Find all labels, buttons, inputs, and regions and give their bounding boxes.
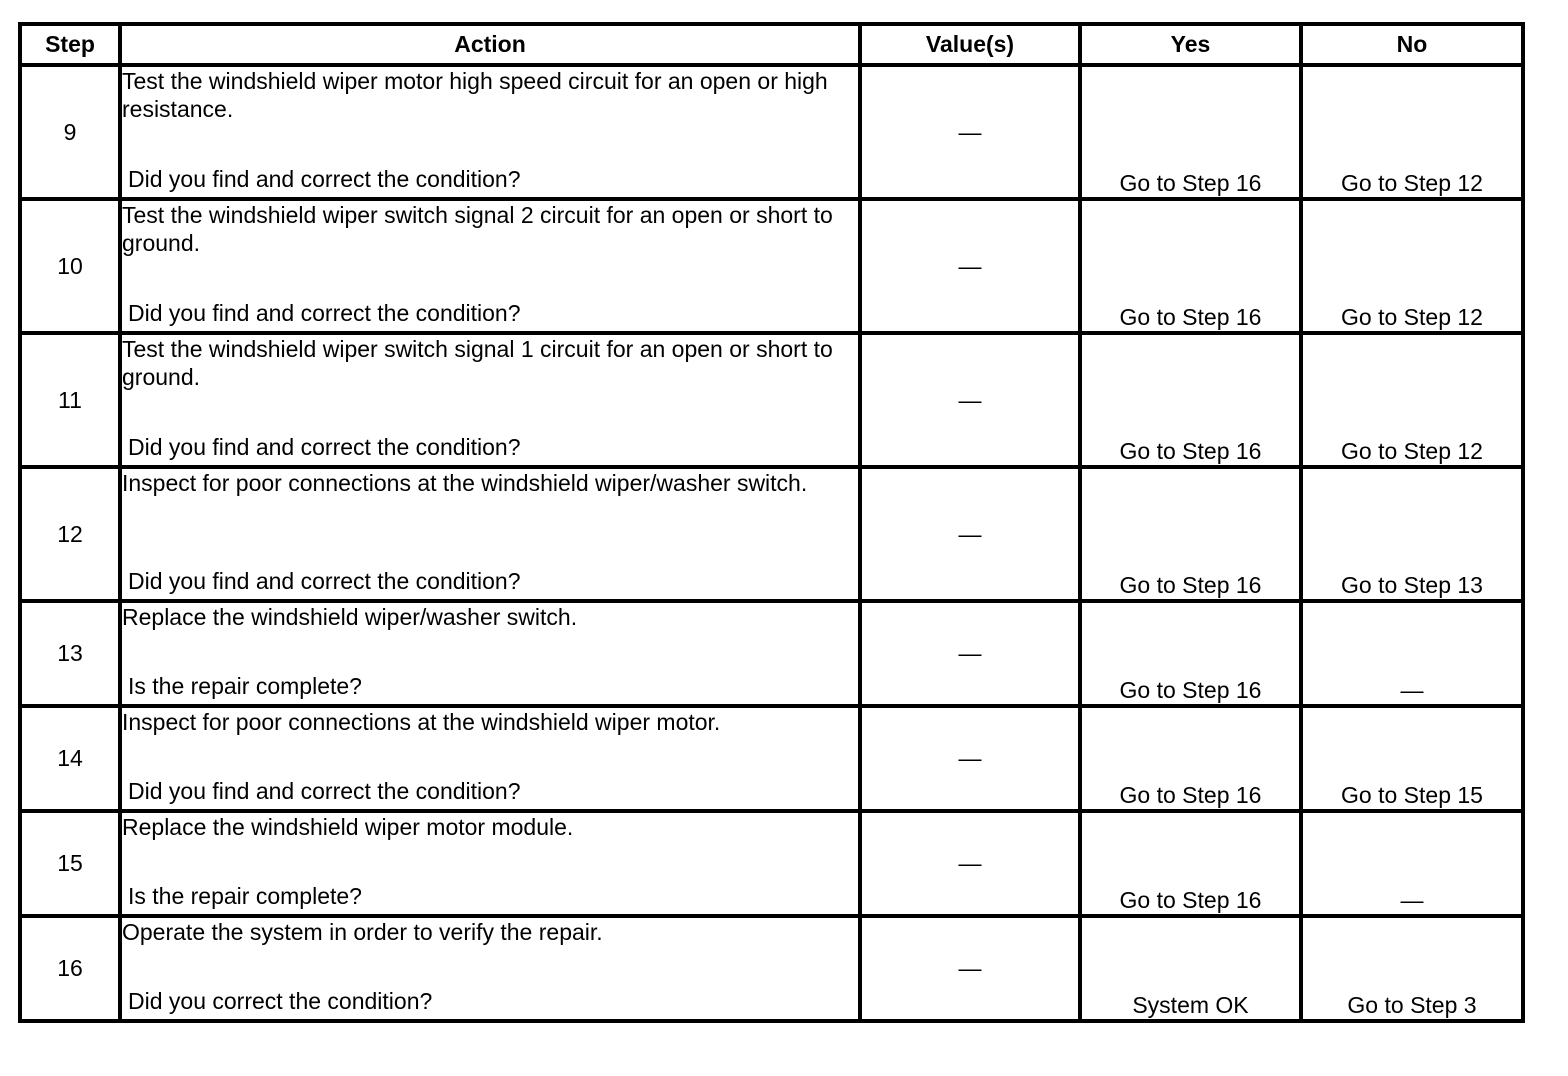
value-cell: — xyxy=(860,706,1080,811)
diagnostic-table xyxy=(18,22,1525,1023)
header-action: Action xyxy=(120,24,860,65)
action-cell xyxy=(120,333,860,467)
action-cell xyxy=(120,706,860,811)
no-cell: Go to Step 13 xyxy=(1301,467,1523,601)
value-cell: — xyxy=(860,333,1080,467)
table-row xyxy=(20,916,1523,1021)
header-no: No xyxy=(1301,24,1523,65)
action-text: Replace the windshield wiper/washer switch. xyxy=(122,604,578,630)
action-text: Inspect for poor connections at the windshield wiper motor. xyxy=(122,709,721,735)
action-question: Did you find and correct the condition? xyxy=(128,568,521,594)
value-cell: — xyxy=(860,811,1080,916)
action-question: Did you find and correct the condition? xyxy=(128,300,521,326)
table-row xyxy=(20,467,1523,601)
table-row xyxy=(20,333,1523,467)
action-text: Operate the system in order to verify the repair. xyxy=(122,919,603,945)
value-cell: — xyxy=(860,65,1080,199)
value-cell: — xyxy=(860,916,1080,1021)
step-number: 10 xyxy=(20,199,120,333)
yes-cell: System OK xyxy=(1080,916,1301,1021)
no-cell: Go to Step 12 xyxy=(1301,65,1523,199)
table-row xyxy=(20,65,1523,199)
no-cell: Go to Step 12 xyxy=(1301,199,1523,333)
header-yes: Yes xyxy=(1080,24,1301,65)
header-row xyxy=(20,24,1523,65)
header-values: Value(s) xyxy=(860,24,1080,65)
step-number: 15 xyxy=(20,811,120,916)
yes-cell: Go to Step 16 xyxy=(1080,601,1301,706)
yes-cell: Go to Step 16 xyxy=(1080,706,1301,811)
no-cell: — xyxy=(1301,811,1523,916)
table-row xyxy=(20,199,1523,333)
step-number: 12 xyxy=(20,467,120,601)
action-question: Did you find and correct the condition? xyxy=(128,166,521,192)
no-cell: Go to Step 12 xyxy=(1301,333,1523,467)
action-question: Is the repair complete? xyxy=(128,883,362,909)
step-number: 13 xyxy=(20,601,120,706)
action-question: Is the repair complete? xyxy=(128,673,362,699)
yes-cell: Go to Step 16 xyxy=(1080,333,1301,467)
action-text: Test the windshield wiper switch signal 2 circuit for an open or short to ground. xyxy=(122,202,833,256)
action-text: Test the windshield wiper motor high speed circuit for an open or high resistance. xyxy=(122,68,828,122)
action-text: Replace the windshield wiper motor module. xyxy=(122,814,574,840)
header-step: Step xyxy=(20,24,120,65)
step-number: 9 xyxy=(20,65,120,199)
yes-cell: Go to Step 16 xyxy=(1080,467,1301,601)
table-row xyxy=(20,706,1523,811)
step-number: 14 xyxy=(20,706,120,811)
step-number: 11 xyxy=(20,333,120,467)
action-text: Inspect for poor connections at the windshield wiper/washer switch. xyxy=(122,470,808,496)
no-cell: Go to Step 3 xyxy=(1301,916,1523,1021)
action-cell xyxy=(120,916,860,1021)
action-question: Did you correct the condition? xyxy=(128,988,433,1014)
action-text: Test the windshield wiper switch signal 1 circuit for an open or short to ground. xyxy=(122,336,833,390)
action-cell xyxy=(120,601,860,706)
action-cell xyxy=(120,811,860,916)
step-number: 16 xyxy=(20,916,120,1021)
no-cell: Go to Step 15 xyxy=(1301,706,1523,811)
yes-cell: Go to Step 16 xyxy=(1080,199,1301,333)
yes-cell: Go to Step 16 xyxy=(1080,65,1301,199)
yes-cell: Go to Step 16 xyxy=(1080,811,1301,916)
action-cell xyxy=(120,199,860,333)
table-row xyxy=(20,601,1523,706)
value-cell: — xyxy=(860,199,1080,333)
action-cell xyxy=(120,467,860,601)
no-cell: — xyxy=(1301,601,1523,706)
value-cell: — xyxy=(860,467,1080,601)
action-question: Did you find and correct the condition? xyxy=(128,434,521,460)
action-cell xyxy=(120,65,860,199)
table-row xyxy=(20,811,1523,916)
value-cell: — xyxy=(860,601,1080,706)
action-question: Did you find and correct the condition? xyxy=(128,778,521,804)
